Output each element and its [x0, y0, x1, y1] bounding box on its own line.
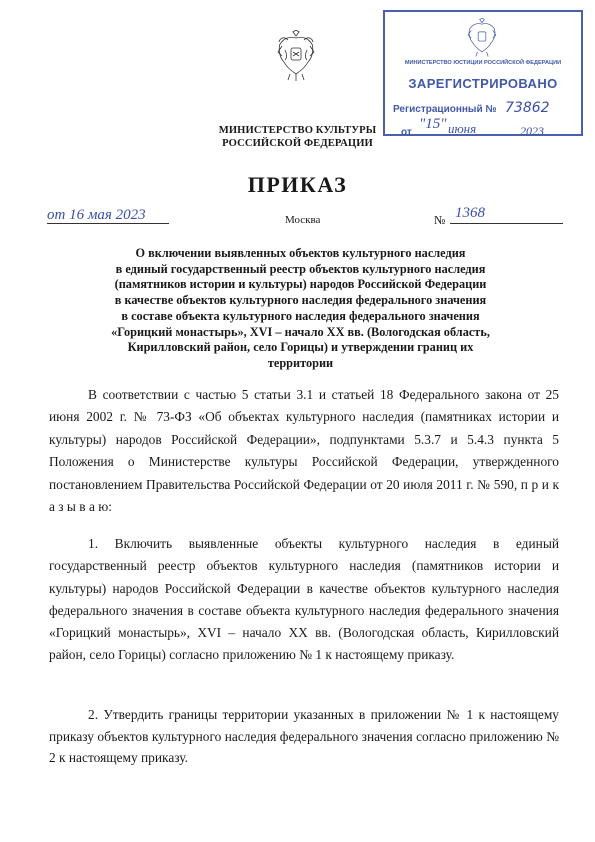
stamp-reg-label: Регистрационный №	[393, 104, 497, 115]
number-sign: №	[434, 213, 446, 227]
document-title: ПРИКАЗ	[247, 172, 348, 197]
clause-1-paragraph: 1. Включить выявленные объекты культурного наследия в единый государственный реестр объектов культурного наследия (памятников истории и культуры) народов Российской Федерации в качестве объектов культурного наследия федерального значения в составе объекта культурного наследия федерального значения «Горицкий монастырь», XVI – начало XX вв. (Вологодская область, Кирилловский район, село Горицы) согласно приложению № 1 к настоящему приказу.	[49, 536, 559, 663]
heading-line: Кирилловский район, село Горицы) и утверждении границ их территории	[127, 340, 474, 370]
coat-of-arms-emblem	[276, 30, 316, 82]
stamp-reg-number: 73862	[505, 100, 550, 116]
ministry-name	[195, 124, 400, 150]
preamble-paragraph: В соответствии с частью 5 статьи 3.1 и статьей 18 Федерального закона от 25 июня 2002 г. № 73-ФЗ «Об объектах культурного наследия (памятниках истории и культуры) народов Российской Федерации», подпунктами 5.3.7 и 5.4.3 пункта 5 Положения о Министерстве культуры Российской Федерации, утвержденного постановлением Правительства Российской Федерации от 20 июля 2011 г. № 590, п р и к а з ы в а ю:	[49, 387, 559, 515]
date-underline	[47, 223, 169, 224]
ministry-line-1: МИНИСТЕРСТВО КУЛЬТУРЫ	[218, 125, 377, 136]
order-date: от 16 мая 2023	[47, 207, 146, 223]
stamp-organization: МИНИСТЕРСТВО ЮСТИЦИИ РОССИЙСКОЙ ФЕДЕРАЦИИ	[404, 60, 562, 66]
ministry-line-2: РОССИЙСКОЙ ФЕДЕРАЦИИ	[222, 138, 373, 149]
stamp-status: ЗАРЕГИСТРИРОВАНО	[408, 76, 558, 91]
heading-line: в качестве объектов культурного наследия федерального значения	[114, 293, 487, 308]
order-number: 1368	[455, 205, 485, 221]
stamp-date-year: 2023	[520, 124, 544, 138]
number-underline	[450, 223, 563, 224]
heading-line: О включении выявленных объектов культурного наследия	[135, 246, 466, 260]
heading-line: в единый государственный реестр объектов культурного наследия	[115, 261, 486, 276]
order-heading	[96, 246, 505, 372]
heading-line: в составе объекта культурного наследия федерального значения	[121, 308, 480, 323]
clause-2-paragraph: 2. Утвердить границы территории указанных в приложении № 1 к настоящему приказу объектов культурного наследия федерального значения согласно приложению № 2 к настоящему приказу.	[49, 707, 559, 766]
heading-line: «Горицкий монастырь», XVI – начало XX вв. (Вологодская область,	[111, 324, 490, 339]
order-city: Москва	[285, 214, 321, 226]
stamp-emblem-icon	[466, 18, 498, 58]
stamp-date-day: "15"	[419, 116, 447, 132]
stamp-date-month: июня	[448, 121, 477, 136]
stamp-date-prefix: от	[401, 127, 412, 138]
registration-stamp	[383, 10, 583, 136]
heading-line: (памятников истории и культуры) народов Российской Федерации	[114, 277, 487, 292]
